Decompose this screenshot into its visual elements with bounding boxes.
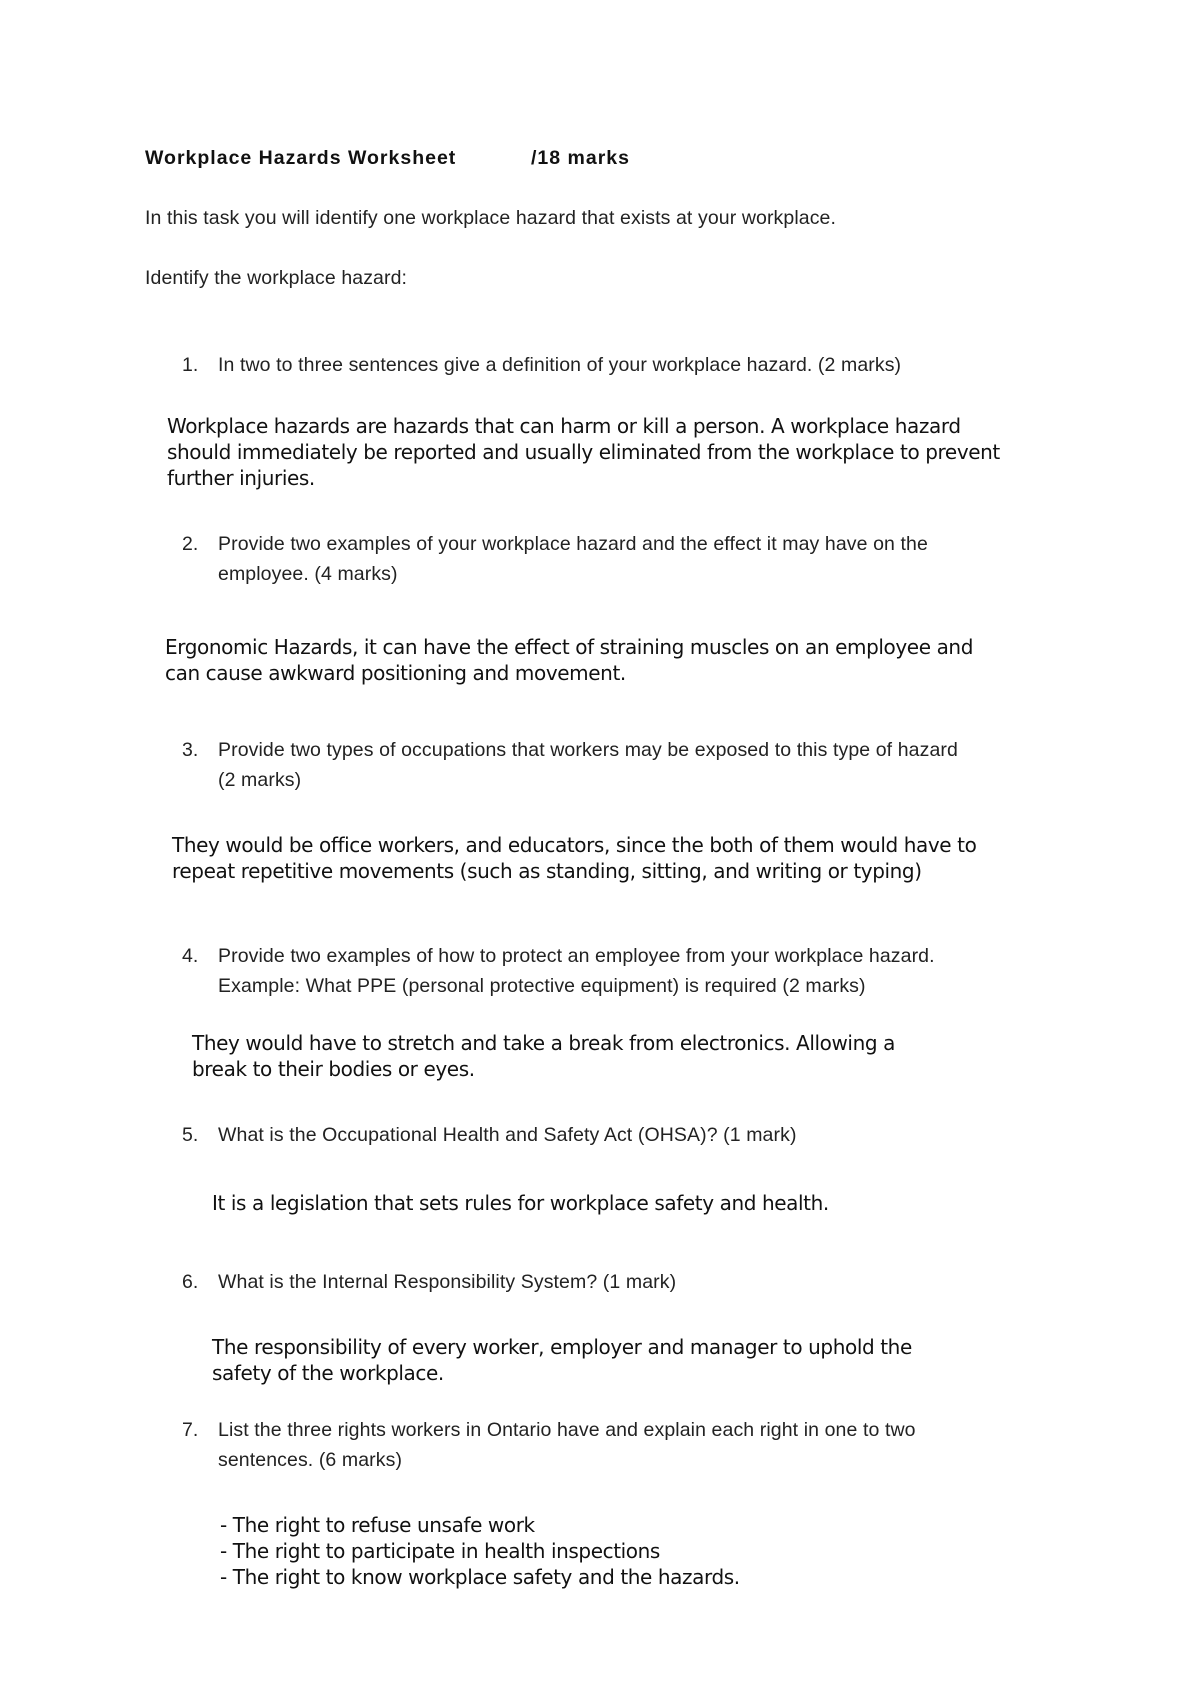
total-marks: /18 marks <box>531 147 630 169</box>
answer-line: should immediately be reported and usually eliminated from the workplace to prevent <box>167 440 1000 464</box>
intro-text: In this task you will identify one workplace hazard that exists at your workplace. <box>145 207 837 229</box>
answer-line: They would be office workers, and educators, since the both of them would have to <box>172 833 977 857</box>
question-text: Provide two examples of how to protect an employee from your workplace hazard. <box>218 945 935 967</box>
identify-prompt: Identify the workplace hazard: <box>145 267 408 289</box>
answer-line: - The right to know workplace safety and the hazards. <box>220 1565 740 1589</box>
answer-line: - The right to refuse unsafe work <box>220 1513 535 1537</box>
answer-line: Workplace hazards are hazards that can harm or kill a person. A workplace hazard <box>167 414 961 438</box>
question-text: Example: What PPE (personal protective equipment) is required (2 marks) <box>218 975 866 997</box>
answer-line: The responsibility of every worker, employer and manager to uphold the <box>212 1335 912 1359</box>
question-number: 5. <box>182 1124 199 1146</box>
question-text: sentences. (6 marks) <box>218 1449 403 1471</box>
answer-block <box>167 413 1000 491</box>
answer-line: - The right to participate in health inspections <box>220 1539 660 1563</box>
question-number: 7. <box>182 1419 199 1441</box>
question-text: In two to three sentences give a definition of your workplace hazard. (2 marks) <box>218 354 902 376</box>
question-number: 2. <box>182 533 199 555</box>
answer-block <box>165 634 973 686</box>
question-text: employee. (4 marks) <box>218 563 398 585</box>
question-text: What is the Occupational Health and Safety Act (OHSA)? (1 mark) <box>218 1124 797 1146</box>
answer-line: break to their bodies or eyes. <box>192 1057 475 1081</box>
question-text: Provide two types of occupations that workers may be exposed to this type of hazard <box>218 739 958 761</box>
answer-line: further injuries. <box>167 466 315 490</box>
answer-line: Ergonomic Hazards, it can have the effect of straining muscles on an employee and <box>165 635 974 659</box>
answer-block <box>220 1512 740 1590</box>
answer-line: They would have to stretch and take a break from electronics. Allowing a <box>192 1031 895 1055</box>
answer-block <box>172 832 976 884</box>
answer-line: can cause awkward positioning and movement. <box>165 661 626 685</box>
question-text: Provide two examples of your workplace hazard and the effect it may have on the <box>218 533 928 555</box>
question-text: What is the Internal Responsibility System? (1 mark) <box>218 1271 677 1293</box>
answer-line: It is a legislation that sets rules for workplace safety and health. <box>212 1191 829 1215</box>
answer-line: safety of the workplace. <box>212 1361 444 1385</box>
answer-block <box>212 1190 829 1216</box>
answer-block <box>192 1030 895 1082</box>
question-number: 4. <box>182 945 199 967</box>
worksheet-title: Workplace Hazards Worksheet <box>145 147 457 169</box>
question-number: 6. <box>182 1271 199 1293</box>
answer-line: repeat repetitive movements (such as standing, sitting, and writing or typing) <box>172 859 922 883</box>
question-text: List the three rights workers in Ontario have and explain each right in one to two <box>218 1419 916 1441</box>
answer-block <box>212 1334 912 1386</box>
question-text: (2 marks) <box>218 769 302 791</box>
question-number: 1. <box>182 354 199 376</box>
question-number: 3. <box>182 739 199 761</box>
